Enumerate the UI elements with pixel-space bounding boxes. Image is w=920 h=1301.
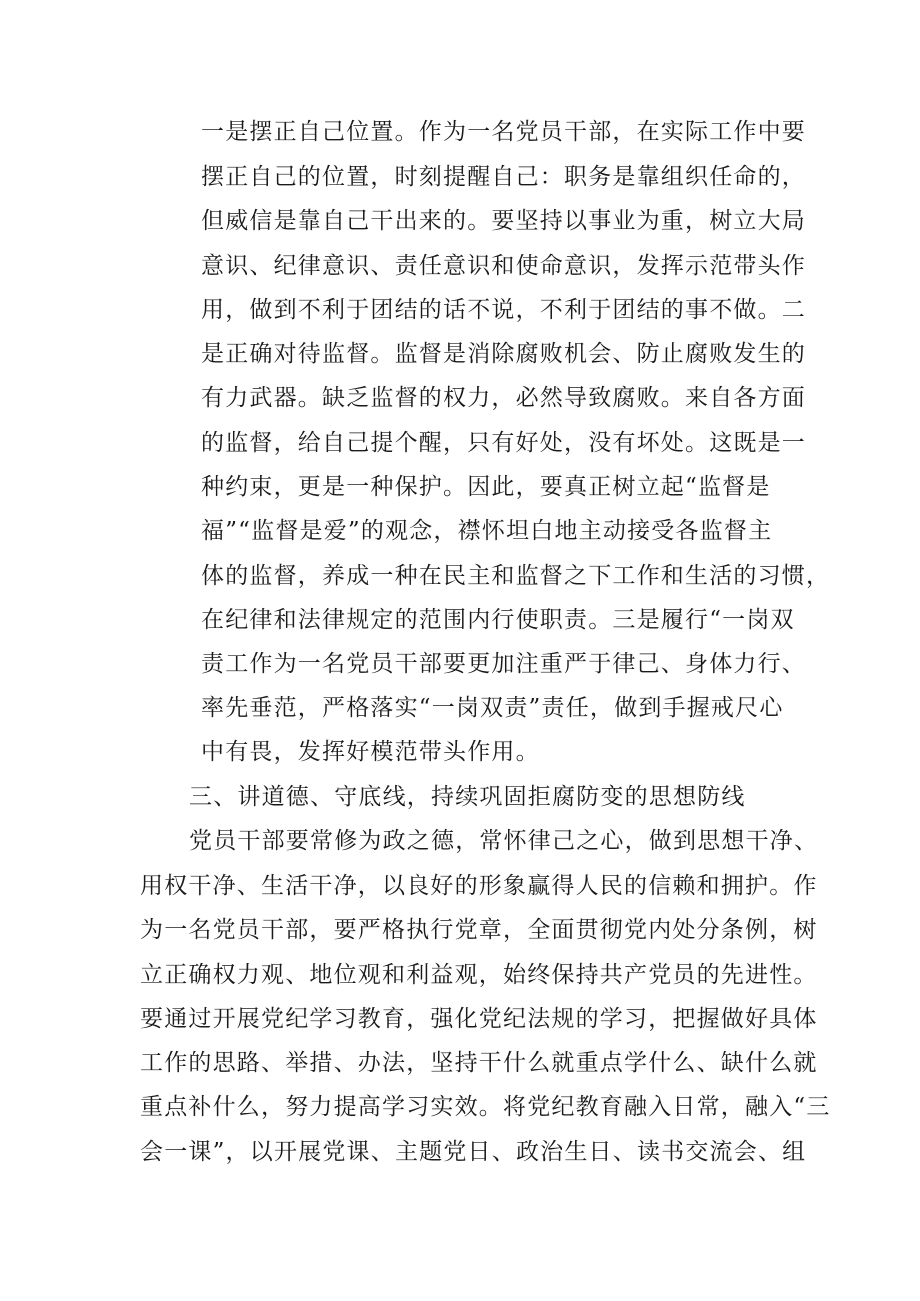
paragraph-line: 一是摆正自己位置。作为一名党员干部，在实际工作中要 — [201, 119, 806, 145]
section-heading: 三、讲道德、守底线，持续巩固拒腐防变的思想防线 — [189, 784, 746, 810]
paragraph-line: 中有畏，发挥好模范带头作用。 — [201, 739, 540, 765]
paragraph-line: 种约束，更是一种保护。因此，要真正树立起“监督是 — [201, 474, 771, 500]
paragraph-line: 是正确对待监督。监督是消除腐败机会、防止腐败发生的 — [201, 341, 806, 367]
paragraph-line: 为一名党员干部，要严格执行党章，全面贯彻党内处分条例，树 — [140, 917, 818, 943]
paragraph-line: 要通过开展党纪学习教育，强化党纪法规的学习，把握做好具体 — [140, 1006, 818, 1032]
paragraph-line: 意识、纪律意识、责任意识和使命意识，发挥示范带头作 — [201, 253, 806, 279]
paragraph-line: 会一课”，以开展党课、主题党日、政治生日、读书交流会、组 — [140, 1139, 807, 1165]
paragraph-line: 责工作为一名党员干部要更加注重严于律己、身体力行、 — [201, 651, 806, 677]
paragraph-line: 用权干净、生活干净，以良好的形象赢得人民的信赖和拥护。作 — [140, 873, 818, 899]
paragraph-line: 摆正自己的位置，时刻提醒自己：职务是靠组织任命的， — [201, 164, 806, 190]
paragraph-line: 体的监督，养成一种在民主和监督之下工作和生活的习惯， — [201, 563, 831, 589]
paragraph-line: 有力武器。缺乏监督的权力，必然导致腐败。来自各方面 — [201, 385, 806, 411]
paragraph-line: 率先垂范，严格落实“一岗双责”责任，做到手握戒尺心 — [201, 695, 784, 721]
paragraph-line: 党员干部要常修为政之德，常怀律己之心，做到思想干净、 — [189, 828, 819, 854]
paragraph-line: 重点补什么，努力提高学习实效。将党纪教育融入日常，融入“三 — [140, 1094, 831, 1120]
paragraph-line: 的监督，给自己提个醒，只有好处，没有坏处。这既是一 — [201, 430, 806, 456]
paragraph-line: 在纪律和法律规定的范围内行使职责。三是履行“一岗双 — [201, 607, 795, 633]
paragraph-line: 立正确权力观、地位观和利益观，始终保持共产党员的先进性。 — [140, 962, 818, 988]
paragraph-line: 用，做到不利于团结的话不说，不利于团结的事不做。二 — [201, 297, 806, 323]
paragraph-line: 但威信是靠自己干出来的。要坚持以事业为重，树立大局 — [201, 208, 806, 234]
paragraph-line: 福”“监督是爱”的观念，襟怀坦白地主动接受各监督主 — [201, 518, 773, 544]
paragraph-line: 工作的思路、举措、办法，坚持干什么就重点学什么、缺什么就 — [140, 1050, 818, 1076]
